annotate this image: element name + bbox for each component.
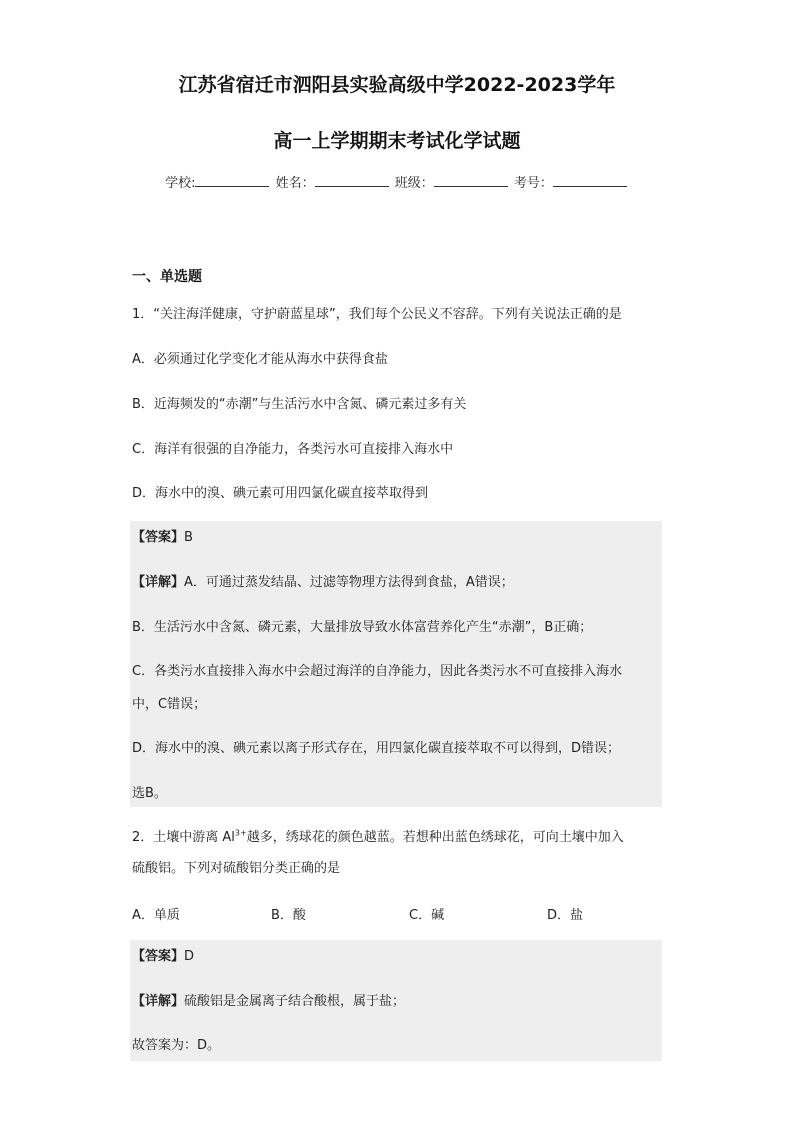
q2-detail-text-1: 硫酸铝是金属离子结合酸根，属于盐；	[184, 994, 406, 1009]
q1-detail-line-2: B．生活污水中含氮、磷元素，大量排放导致水体富营养化产生“赤潮”，B正确；	[132, 620, 593, 635]
q2-stem-part-1: 2．土壤中游离 Al	[132, 830, 235, 845]
q1-answer-label: 【答案】	[132, 530, 185, 545]
class-label: 班级：	[394, 176, 434, 191]
q1-answer-value: B	[184, 530, 193, 545]
q2-detail-label: 【详解】	[132, 994, 185, 1009]
q2-option-a: A．单质	[132, 908, 180, 923]
q1-detail-line-5: D．海水中的溴、碘元素以离子形式存在，用四氯化碳直接萃取不可以得到，D错误；	[132, 741, 621, 756]
q2-answer-value: D	[184, 949, 195, 964]
q1-answer	[132, 529, 193, 547]
q2-answer-label: 【答案】	[132, 949, 185, 964]
title-line-2: 高一上学期期末考试化学试题	[273, 130, 521, 152]
student-info-row	[0, 172, 794, 191]
class-blank[interactable]	[434, 174, 508, 187]
q2-answer	[132, 948, 194, 966]
exam-number-label: 考号：	[513, 176, 553, 191]
q1-detail-line-6: 选B。	[132, 786, 167, 801]
exam-number-blank[interactable]	[553, 174, 627, 187]
q1-option-b: B．近海频发的“赤潮”与生活污水中含氮、磷元素过多有关	[132, 397, 467, 412]
q1-option-a: A．必须通过化学变化才能从海水中获得食盐	[132, 352, 388, 367]
q2-stem	[132, 829, 624, 847]
q2-detail-line-1	[132, 993, 405, 1011]
q1-option-d: D．海水中的溴、碘元素可用四氯化碳直接萃取得到	[132, 486, 429, 501]
q2-option-d: D．盐	[547, 908, 584, 923]
q2-option-c: C．碱	[409, 908, 445, 923]
section-title: 一、单选题	[132, 269, 202, 285]
title-line-1: 江苏省宿迁市泗阳县实验高级中学2022-2023学年	[178, 74, 616, 96]
q1-detail-label: 【详解】	[132, 575, 185, 590]
school-label: 学校:	[165, 176, 196, 191]
q1-detail-text-1: A．可通过蒸发结晶、过滤等物理方法得到食盐，A错误；	[184, 575, 514, 590]
q1-stem: 1．“关注海洋健康，守护蔚蓝星球”，我们每个公民义不容辞。下列有关说法正确的是	[132, 307, 622, 322]
q2-stem-line-2: 硫酸铝。下列对硫酸铝分类正确的是	[132, 861, 341, 876]
q1-detail-line-1	[132, 574, 514, 592]
q1-detail-line-4: 中，C错误；	[132, 697, 207, 712]
q1-detail-line-3: C．各类污水直接排入海水中会超过海洋的自净能力，因此各类污水不可直接排入海水	[132, 664, 623, 679]
q2-stem-superscript: 3+	[234, 828, 247, 838]
q2-stem-part-2: 越多，绣球花的颜色越蓝。若想种出蓝色绣球花，可向土壤中加入	[246, 830, 624, 845]
name-blank[interactable]	[315, 174, 389, 187]
name-label: 姓名：	[275, 176, 315, 191]
school-blank[interactable]	[195, 174, 269, 187]
q2-detail-line-2: 故答案为：D。	[132, 1038, 221, 1053]
q2-option-b: B．酸	[271, 908, 306, 923]
q1-option-c: C．海洋有很强的自净能力，各类污水可直接排入海水中	[132, 442, 454, 457]
